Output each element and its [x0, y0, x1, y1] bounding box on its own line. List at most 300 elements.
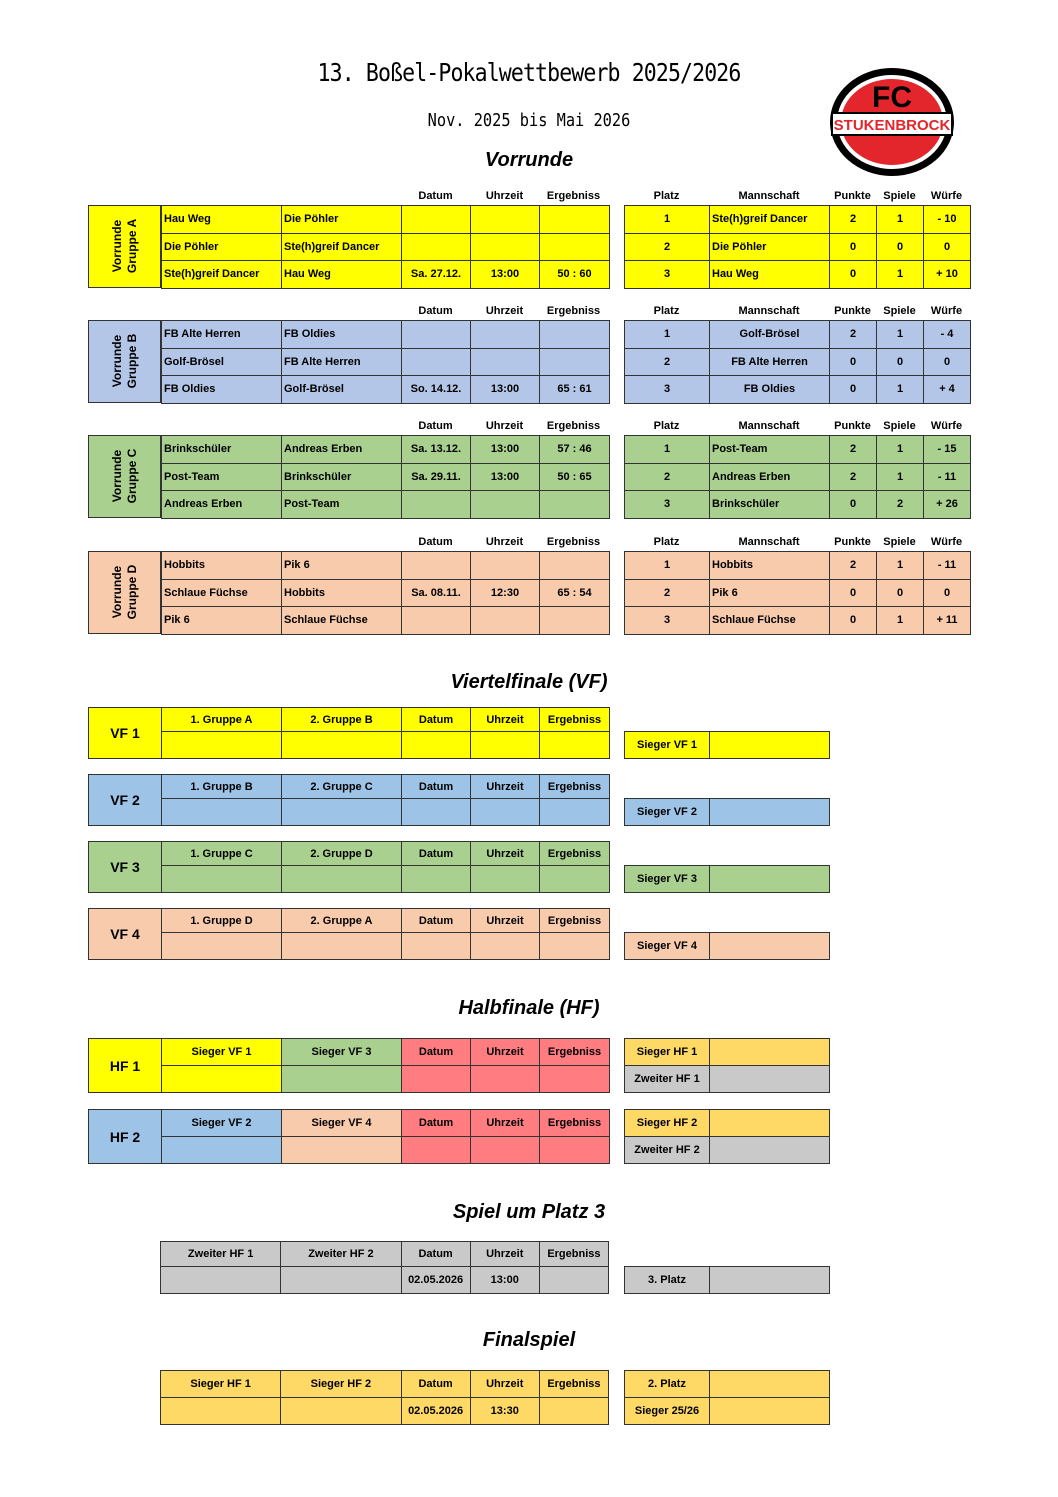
standings-spiele: 1	[877, 321, 924, 349]
match-header-ergebniss: Ergebniss	[546, 420, 601, 432]
col-datum: Datum	[401, 1242, 470, 1267]
standings-mannschaft: Andreas Erben	[710, 463, 830, 491]
standings-header-1: Platz	[653, 190, 680, 202]
hf-value-row	[89, 1066, 610, 1093]
standings-wuerfe: 0	[924, 233, 971, 261]
col-uhrzeit: Uhrzeit	[471, 1039, 540, 1066]
standings-header-1: Platz	[653, 305, 680, 317]
vf-match-table	[88, 774, 610, 826]
finale-heading: Finalspiel	[482, 1329, 576, 1351]
match-row	[162, 552, 610, 580]
vf-empty-cell	[162, 799, 282, 826]
match-away-team: FB Oldies	[282, 321, 402, 349]
finale-team1: Sieger HF 1	[161, 1371, 281, 1398]
match-row	[162, 206, 610, 234]
match-away-team: Pik 6	[282, 552, 402, 580]
match-row	[162, 376, 610, 404]
standings-header-3: Punkte	[834, 305, 871, 317]
standings-row	[625, 607, 971, 635]
hf-winner-value	[710, 1039, 830, 1066]
vf-empty-cell	[540, 866, 610, 893]
finale-team1-cell	[161, 1398, 281, 1425]
page-title: 13. Boßel-Pokalwettbewerb 2025/2026	[317, 58, 741, 87]
match-home-team: Ste(h)greif Dancer	[162, 261, 282, 289]
hf-team1: Sieger VF 2	[162, 1110, 282, 1137]
standings-mannschaft: Ste(h)greif Dancer	[710, 206, 830, 234]
col-uhrzeit: Uhrzeit	[470, 1242, 539, 1267]
vf-header-row	[89, 708, 610, 732]
match-ergebnis: 50 : 65	[540, 463, 610, 491]
finale-team2: Sieger HF 2	[281, 1371, 401, 1398]
standings-spiele: 1	[877, 206, 924, 234]
match-away-team: Die Pöhler	[282, 206, 402, 234]
platz3-table	[160, 1241, 609, 1294]
svg-text:FC: FC	[872, 81, 912, 114]
match-home-team: FB Alte Herren	[162, 321, 282, 349]
standings-header-5: Würfe	[930, 420, 963, 432]
standings-header-1: Platz	[653, 420, 680, 432]
hf-match-table	[88, 1038, 610, 1093]
col-ergebniss: Ergebniss	[540, 775, 610, 799]
finale-second-label: 2. Platz	[625, 1371, 710, 1398]
vf-empty-cell	[162, 866, 282, 893]
vf-winner-label: Sieger VF 4	[625, 933, 710, 960]
standings-platz: 3	[625, 607, 710, 635]
col-datum: Datum	[402, 775, 471, 799]
standings-spiele: 1	[877, 552, 924, 580]
match-row	[162, 348, 610, 376]
hf-team1: Sieger VF 1	[162, 1039, 282, 1066]
match-away-team: Golf-Brösel	[282, 376, 402, 404]
match-uhrzeit	[471, 233, 540, 261]
match-datum: Sa. 13.12.	[402, 436, 471, 464]
match-datum	[402, 348, 471, 376]
match-ergebnis	[540, 233, 610, 261]
group-matches-table	[161, 551, 610, 635]
page-subtitle: Nov. 2025 bis Mai 2026	[427, 110, 631, 131]
standings-mannschaft: Die Pöhler	[710, 233, 830, 261]
standings-row	[625, 376, 971, 404]
standings-wuerfe: - 4	[924, 321, 971, 349]
finale-team2-cell	[281, 1398, 401, 1425]
standings-platz: 1	[625, 552, 710, 580]
viertelfinale-heading: Viertelfinale (VF)	[450, 671, 608, 693]
match-header-ergebniss: Ergebniss	[546, 536, 601, 548]
svg-text:STUKENBROCK: STUKENBROCK	[833, 117, 951, 134]
vf-winner-table	[624, 731, 830, 759]
hf-team2-cell	[282, 1066, 402, 1093]
match-away-team: Brinkschüler	[282, 463, 402, 491]
hf-empty-cell	[402, 1137, 471, 1164]
vf-winner-value	[710, 732, 830, 759]
vf-match-table	[88, 841, 610, 893]
vf-team2: 2. Gruppe B	[282, 708, 402, 732]
standings-wuerfe: + 11	[924, 607, 971, 635]
standings-punkte: 2	[830, 552, 877, 580]
col-ergebniss: Ergebniss	[540, 842, 610, 866]
vf-empty-cell	[282, 732, 402, 759]
col-ergebniss: Ergebniss	[540, 1110, 610, 1137]
standings-platz: 2	[625, 348, 710, 376]
match-uhrzeit: 13:00	[471, 261, 540, 289]
hf-result-table	[624, 1109, 830, 1164]
hf-winner-label: Sieger HF 1	[625, 1039, 710, 1066]
col-uhrzeit: Uhrzeit	[471, 842, 540, 866]
group-label-text: Vorrunde Gruppe D	[109, 564, 139, 620]
hf-second-label: Zweiter HF 1	[625, 1066, 710, 1093]
vf-empty-cell	[471, 933, 540, 960]
standings-spiele: 0	[877, 348, 924, 376]
match-uhrzeit	[471, 607, 540, 635]
group-label	[88, 205, 161, 288]
col-ergebniss: Ergebniss	[540, 708, 610, 732]
match-datum: So. 14.12.	[402, 376, 471, 404]
col-ergebniss: Ergebniss	[540, 1039, 610, 1066]
vf-winner-row	[625, 933, 830, 960]
hf-match-table	[88, 1109, 610, 1164]
vf-header-row	[89, 775, 610, 799]
vf-value-row	[89, 933, 610, 960]
group-label	[88, 320, 161, 403]
match-datum	[402, 321, 471, 349]
vf-winner-label: Sieger VF 3	[625, 866, 710, 893]
match-ergebnis	[540, 607, 610, 635]
platz3-team2-cell	[281, 1267, 401, 1294]
match-ergebnis	[540, 206, 610, 234]
standings-wuerfe: + 26	[924, 491, 971, 519]
match-ergebnis	[540, 491, 610, 519]
vf-value-row	[89, 866, 610, 893]
standings-header-2: Mannschaft	[738, 536, 800, 548]
standings-row	[625, 463, 971, 491]
match-datum	[402, 491, 471, 519]
hf-label: HF 2	[89, 1110, 162, 1164]
standings-spiele: 1	[877, 261, 924, 289]
halbfinale-heading: Halbfinale (HF)	[458, 997, 600, 1019]
vf-winner-value	[710, 933, 830, 960]
match-away-team: Ste(h)greif Dancer	[282, 233, 402, 261]
standings-punkte: 0	[830, 376, 877, 404]
vf-empty-cell	[282, 799, 402, 826]
finale-second-value	[710, 1371, 830, 1398]
match-row	[162, 607, 610, 635]
standings-punkte: 0	[830, 491, 877, 519]
hf-value-row	[89, 1137, 610, 1164]
finale-datum: 02.05.2026	[401, 1398, 470, 1425]
col-uhrzeit: Uhrzeit	[471, 909, 540, 933]
match-datum	[402, 552, 471, 580]
finale-table	[160, 1370, 609, 1425]
match-header-datum: Datum	[418, 305, 453, 317]
vf-empty-cell	[402, 933, 471, 960]
match-home-team: Brinkschüler	[162, 436, 282, 464]
standings-punkte: 0	[830, 579, 877, 607]
col-datum: Datum	[402, 1110, 471, 1137]
group-standings-table	[624, 205, 971, 289]
standings-punkte: 2	[830, 321, 877, 349]
standings-wuerfe: 0	[924, 348, 971, 376]
standings-mannschaft: Golf-Brösel	[710, 321, 830, 349]
platz3-ergebnis	[539, 1267, 608, 1294]
standings-punkte: 2	[830, 463, 877, 491]
finale-winner-label: Sieger 25/26	[625, 1398, 710, 1425]
standings-platz: 1	[625, 206, 710, 234]
match-home-team: Die Pöhler	[162, 233, 282, 261]
match-ergebnis: 65 : 54	[540, 579, 610, 607]
hf-team2-cell	[282, 1137, 402, 1164]
standings-mannschaft: Pik 6	[710, 579, 830, 607]
standings-header-5: Würfe	[930, 536, 963, 548]
standings-row	[625, 436, 971, 464]
hf-winner-row	[625, 1110, 830, 1137]
vf-empty-cell	[402, 866, 471, 893]
vf-label: VF 3	[89, 842, 162, 893]
hf-second-row	[625, 1137, 830, 1164]
standings-wuerfe: - 11	[924, 463, 971, 491]
standings-header-2: Mannschaft	[738, 420, 800, 432]
hf-empty-cell	[471, 1137, 540, 1164]
vf-empty-cell	[282, 866, 402, 893]
group-label-text: Vorrunde Gruppe B	[109, 333, 139, 389]
match-ergebnis	[540, 552, 610, 580]
match-row	[162, 261, 610, 289]
standings-punkte: 0	[830, 261, 877, 289]
vf-team2: 2. Gruppe D	[282, 842, 402, 866]
standings-spiele: 1	[877, 436, 924, 464]
match-ergebnis: 57 : 46	[540, 436, 610, 464]
match-home-team: Post-Team	[162, 463, 282, 491]
standings-platz: 1	[625, 436, 710, 464]
match-uhrzeit: 12:30	[471, 579, 540, 607]
match-uhrzeit: 13:00	[471, 376, 540, 404]
match-datum: Sa. 27.12.	[402, 261, 471, 289]
standings-row	[625, 206, 971, 234]
match-header-uhrzeit: Uhrzeit	[485, 536, 524, 548]
vf-empty-cell	[471, 866, 540, 893]
match-away-team: FB Alte Herren	[282, 348, 402, 376]
match-datum: Sa. 08.11.	[402, 579, 471, 607]
match-home-team: FB Oldies	[162, 376, 282, 404]
standings-platz: 3	[625, 376, 710, 404]
match-uhrzeit	[471, 206, 540, 234]
finale-result-table	[624, 1370, 830, 1425]
standings-header-4: Spiele	[883, 420, 916, 432]
standings-punkte: 2	[830, 206, 877, 234]
match-header-datum: Datum	[418, 420, 453, 432]
group-standings-table	[624, 551, 971, 635]
standings-spiele: 0	[877, 579, 924, 607]
match-away-team: Hau Weg	[282, 261, 402, 289]
match-datum	[402, 206, 471, 234]
vf-team2: 2. Gruppe A	[282, 909, 402, 933]
match-datum	[402, 233, 471, 261]
standings-spiele: 1	[877, 376, 924, 404]
match-uhrzeit: 13:00	[471, 436, 540, 464]
col-ergebniss: Ergebniss	[540, 909, 610, 933]
standings-spiele: 1	[877, 463, 924, 491]
match-ergebnis	[540, 348, 610, 376]
match-datum	[402, 607, 471, 635]
match-header-ergebniss: Ergebniss	[546, 305, 601, 317]
match-header-datum: Datum	[418, 190, 453, 202]
col-datum: Datum	[402, 909, 471, 933]
hf-second-value	[710, 1066, 830, 1093]
match-datum: Sa. 29.11.	[402, 463, 471, 491]
platz3-team2: Zweiter HF 2	[281, 1242, 401, 1267]
vf-empty-cell	[402, 732, 471, 759]
standings-punkte: 0	[830, 348, 877, 376]
standings-header-3: Punkte	[834, 190, 871, 202]
standings-header-3: Punkte	[834, 420, 871, 432]
standings-mannschaft: Hobbits	[710, 552, 830, 580]
group-label-text: Vorrunde Gruppe C	[109, 448, 139, 504]
match-header-uhrzeit: Uhrzeit	[485, 305, 524, 317]
standings-mannschaft: FB Oldies	[710, 376, 830, 404]
vf-empty-cell	[540, 732, 610, 759]
vf-header-row	[89, 842, 610, 866]
hf-winner-value	[710, 1110, 830, 1137]
platz3-result-table	[624, 1266, 830, 1294]
hf-header-row	[89, 1039, 610, 1066]
vf-empty-cell	[402, 799, 471, 826]
col-datum: Datum	[402, 708, 471, 732]
vf-team1: 1. Gruppe B	[162, 775, 282, 799]
group-label	[88, 435, 161, 518]
vf-value-row	[89, 732, 610, 759]
match-uhrzeit	[471, 491, 540, 519]
hf-team2: Sieger VF 4	[282, 1110, 402, 1137]
hf-team1-cell	[162, 1066, 282, 1093]
match-home-team: Schlaue Füchse	[162, 579, 282, 607]
vf-header-row	[89, 909, 610, 933]
hf-result-table	[624, 1038, 830, 1093]
standings-platz: 2	[625, 579, 710, 607]
standings-platz: 2	[625, 233, 710, 261]
platz3-team1-cell	[161, 1267, 281, 1294]
hf-second-row	[625, 1066, 830, 1093]
match-row	[162, 463, 610, 491]
finale-uhrzeit: 13:30	[470, 1398, 539, 1425]
vf-winner-label: Sieger VF 1	[625, 732, 710, 759]
col-datum: Datum	[402, 1039, 471, 1066]
match-away-team: Andreas Erben	[282, 436, 402, 464]
col-uhrzeit: Uhrzeit	[471, 708, 540, 732]
hf-winner-row	[625, 1039, 830, 1066]
vf-winner-value	[710, 866, 830, 893]
match-uhrzeit	[471, 321, 540, 349]
standings-wuerfe: - 11	[924, 552, 971, 580]
hf-header-row	[89, 1110, 610, 1137]
vf-empty-cell	[282, 933, 402, 960]
vf-team1: 1. Gruppe A	[162, 708, 282, 732]
match-header-uhrzeit: Uhrzeit	[485, 190, 524, 202]
standings-header-4: Spiele	[883, 536, 916, 548]
standings-wuerfe: 0	[924, 579, 971, 607]
vf-winner-table	[624, 865, 830, 893]
standings-spiele: 2	[877, 491, 924, 519]
group-matches-table	[161, 320, 610, 404]
vf-empty-cell	[540, 799, 610, 826]
match-row	[162, 436, 610, 464]
hf-second-label: Zweiter HF 2	[625, 1137, 710, 1164]
match-home-team: Hobbits	[162, 552, 282, 580]
standings-row	[625, 579, 971, 607]
standings-platz: 1	[625, 321, 710, 349]
col-datum: Datum	[401, 1371, 470, 1398]
standings-header-4: Spiele	[883, 190, 916, 202]
match-uhrzeit	[471, 552, 540, 580]
vf-winner-row	[625, 799, 830, 826]
match-row	[162, 491, 610, 519]
match-header-uhrzeit: Uhrzeit	[485, 420, 524, 432]
standings-wuerfe: - 10	[924, 206, 971, 234]
standings-header-3: Punkte	[834, 536, 871, 548]
vf-empty-cell	[162, 732, 282, 759]
vf-match-table	[88, 908, 610, 960]
standings-header-2: Mannschaft	[738, 190, 800, 202]
match-uhrzeit	[471, 348, 540, 376]
vf-winner-label: Sieger VF 2	[625, 799, 710, 826]
platz3-heading: Spiel um Platz 3	[452, 1201, 606, 1223]
standings-wuerfe: + 10	[924, 261, 971, 289]
vf-winner-table	[624, 932, 830, 960]
platz3-datum: 02.05.2026	[401, 1267, 470, 1294]
hf-team2: Sieger VF 3	[282, 1039, 402, 1066]
hf-empty-cell	[540, 1137, 610, 1164]
standings-header-5: Würfe	[930, 305, 963, 317]
group-matches-table	[161, 205, 610, 289]
hf-second-value	[710, 1137, 830, 1164]
vf-team2: 2. Gruppe C	[282, 775, 402, 799]
standings-row	[625, 348, 971, 376]
match-ergebnis: 65 : 61	[540, 376, 610, 404]
group-matches-table	[161, 435, 610, 519]
match-home-team: Pik 6	[162, 607, 282, 635]
standings-punkte: 0	[830, 607, 877, 635]
standings-mannschaft: FB Alte Herren	[710, 348, 830, 376]
standings-platz: 2	[625, 463, 710, 491]
vf-winner-value	[710, 799, 830, 826]
standings-mannschaft: Hau Weg	[710, 261, 830, 289]
standings-punkte: 0	[830, 233, 877, 261]
standings-mannschaft: Post-Team	[710, 436, 830, 464]
hf-empty-cell	[402, 1066, 471, 1093]
standings-row	[625, 491, 971, 519]
group-standings-table	[624, 320, 971, 404]
standings-row	[625, 552, 971, 580]
vf-label: VF 1	[89, 708, 162, 759]
vf-team1: 1. Gruppe C	[162, 842, 282, 866]
platz3-result-label: 3. Platz	[625, 1267, 710, 1294]
standings-header-2: Mannschaft	[738, 305, 800, 317]
col-uhrzeit: Uhrzeit	[471, 775, 540, 799]
standings-spiele: 0	[877, 233, 924, 261]
vf-label: VF 2	[89, 775, 162, 826]
platz3-team1: Zweiter HF 1	[161, 1242, 281, 1267]
standings-row	[625, 261, 971, 289]
standings-spiele: 1	[877, 607, 924, 635]
finale-ergebnis	[539, 1398, 608, 1425]
match-home-team: Hau Weg	[162, 206, 282, 234]
hf-empty-cell	[471, 1066, 540, 1093]
match-row	[162, 579, 610, 607]
group-label-text: Vorrunde Gruppe A	[109, 219, 139, 274]
match-ergebnis: 50 : 60	[540, 261, 610, 289]
vf-team1: 1. Gruppe D	[162, 909, 282, 933]
standings-platz: 3	[625, 261, 710, 289]
platz3-uhrzeit: 13:00	[470, 1267, 539, 1294]
match-header-ergebniss: Ergebniss	[546, 190, 601, 202]
